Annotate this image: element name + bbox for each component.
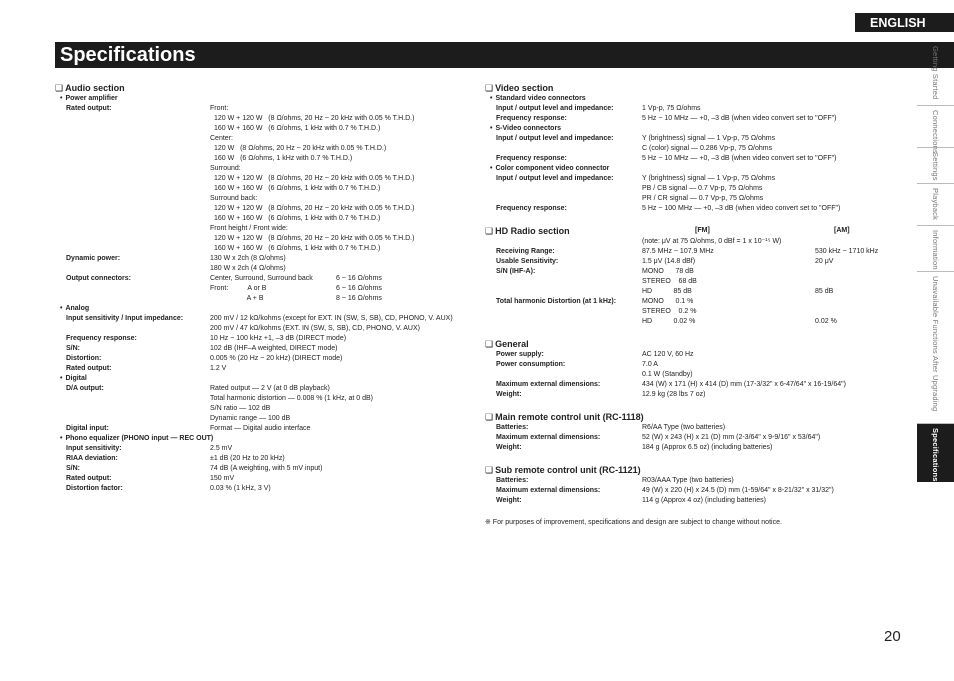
spec-value: 10 Hz ~ 100 kHz +1, –3 dB (DIRECT mode) (210, 335, 347, 342)
spec-label: Digital input: (66, 425, 109, 432)
spacer (485, 453, 905, 461)
subsection-bullet (55, 374, 475, 384)
spec-label: Dynamic power: (66, 255, 121, 262)
spec-row (485, 307, 905, 317)
checkbox-icon (485, 82, 493, 94)
spec-value: 1 Vp-p, 75 Ω/ohms (642, 105, 701, 112)
spec-value: AC 120 V, 60 Hz (642, 351, 694, 358)
spec-value: 5 Hz ~ 10 MHz — +0, –3 dB (when video convert set to "OFF") (642, 115, 837, 122)
spec-label: Weight: (496, 497, 522, 504)
spec-value: 120 W + 120 W (8 Ω/ohms, 20 Hz ~ 20 kHz with 0.05 % T.H.D.) (214, 235, 415, 242)
spec-label: Batteries: (496, 477, 529, 484)
spec-value: Front: A or B (210, 285, 267, 292)
spec-value: STEREO 68 dB (642, 278, 697, 285)
spec-value: 5 Hz ~ 10 MHz — +0, –3 dB (when video convert set to "OFF") (642, 155, 837, 162)
spec-row (55, 164, 475, 174)
spec-row (55, 294, 475, 304)
spec-row (485, 433, 905, 443)
spec-value: 12.9 kg (28 lbs 7 oz) (642, 391, 706, 398)
spacer (485, 327, 905, 335)
side-tab-label: Getting Started (931, 46, 940, 100)
spec-row (55, 124, 475, 134)
side-tab-specifications[interactable] (917, 424, 954, 482)
spec-row (55, 154, 475, 164)
left-column (55, 79, 475, 494)
spec-row (485, 423, 905, 433)
spec-row (485, 247, 905, 257)
spec-row (55, 114, 475, 124)
spec-value: PB / CB signal — 0.7 Vp-p, 75 Ω/ohms (642, 185, 763, 192)
spec-value: 0.03 % (1 kHz, 3 V) (210, 485, 271, 492)
spec-row (485, 297, 905, 307)
spec-value: 2.5 mV (210, 445, 233, 452)
spec-label: Rated output: (66, 105, 112, 112)
spec-value: STEREO 0.2 % (642, 308, 697, 315)
spec-value-secondary: 85 dB (815, 288, 834, 295)
side-tab-label: Connections (931, 110, 940, 154)
side-tab-label: Specifications (931, 428, 940, 482)
checkbox-icon (55, 82, 63, 94)
spec-row (55, 334, 475, 344)
spec-row (485, 154, 905, 164)
spec-label: Maximum external dimensions: (496, 381, 601, 388)
checkbox-icon (485, 225, 493, 237)
spec-label: Receiving Range: (496, 248, 555, 255)
spec-value: 49 (W) x 220 (H) x 24.5 (D) mm (1-59/64" x 8-21/32" x 31/32") (642, 487, 834, 494)
spec-label: Output connectors: (66, 275, 131, 282)
spec-row (55, 484, 475, 494)
side-tab-playback[interactable] (917, 184, 954, 226)
spec-row (485, 496, 905, 506)
spec-row (55, 184, 475, 194)
spec-row (485, 277, 905, 287)
spec-label: S/N: (66, 465, 80, 472)
spec-value: Surround back: (210, 195, 258, 202)
spec-value: C (color) signal — 0.286 Vp-p, 75 Ω/ohms (642, 145, 773, 152)
spec-value: HD 0.02 % (642, 318, 696, 325)
spec-value: Front height / Front wide: (210, 225, 288, 232)
spec-label: Maximum external dimensions: (496, 487, 601, 494)
section-heading (485, 82, 905, 94)
spec-row (485, 104, 905, 114)
spec-row (55, 354, 475, 364)
spec-value: R03/AAA Type (two batteries) (642, 477, 734, 484)
spec-row (485, 380, 905, 390)
spec-value: Center, Surround, Surround back (210, 275, 313, 282)
spec-value: 120 W + 120 W (8 Ω/ohms, 20 Hz ~ 20 kHz with 0.05 % T.H.D.) (214, 205, 415, 212)
section-heading-text: General (495, 339, 529, 349)
spec-value-secondary: 6 ~ 16 Ω/ohms (336, 275, 382, 282)
spec-value: 7.0 A (642, 361, 658, 368)
spec-row (55, 284, 475, 294)
spec-value: Format — Digital audio interface (210, 425, 311, 432)
checkbox-icon (485, 411, 493, 423)
spec-label: Input / output level and impedance: (496, 105, 614, 112)
spec-row (55, 194, 475, 204)
spec-label: Frequency response: (496, 205, 567, 212)
section-heading-text: Sub remote control unit (RC-1121) (495, 465, 641, 475)
checkbox-icon (485, 464, 493, 476)
spec-label: Rated output: (66, 365, 112, 372)
spec-value: A + B (210, 295, 264, 302)
spec-row (485, 370, 905, 380)
spec-row (485, 443, 905, 453)
spec-value: HD 85 dB (642, 288, 692, 295)
spec-value: MONO 0.1 % (642, 298, 694, 305)
bullet-icon: • (490, 125, 493, 132)
section-heading (485, 338, 905, 350)
spacer (485, 214, 905, 222)
spec-row (485, 390, 905, 400)
spec-value: 120 W + 120 W (8 Ω/ohms, 20 Hz ~ 20 kHz with 0.05 % T.H.D.) (214, 175, 415, 182)
spec-value: Center: (210, 135, 233, 142)
spec-row (55, 464, 475, 474)
spec-label: Weight: (496, 391, 522, 398)
subsection-label: Analog (65, 305, 90, 312)
spec-value: 52 (W) x 243 (H) x 21 (D) mm (2-3/64" x 9-9/16" x 53/64") (642, 434, 821, 441)
spec-label: Frequency response: (66, 335, 137, 342)
spec-row (485, 194, 905, 204)
spec-value: S/N ratio — 102 dB (210, 405, 271, 412)
side-tab-unavailable-functions-after-upgrading[interactable] (917, 272, 954, 424)
side-tab-getting-started[interactable] (917, 42, 954, 106)
spec-row (55, 404, 475, 414)
fm-column-header: [FM] (695, 227, 710, 234)
spec-label: Usable Sensitivity: (496, 258, 559, 265)
subsection-bullet (485, 94, 905, 104)
spec-value: Front: (210, 105, 229, 112)
spec-label: Maximum external dimensions: (496, 434, 601, 441)
subsection-label: Digital (65, 375, 87, 382)
subsection-label: S-Video connectors (495, 125, 562, 132)
spec-row (55, 134, 475, 144)
spec-value: 160 W + 160 W (6 Ω/ohms, 1 kHz with 0.7 % T.H.D.) (214, 125, 381, 132)
language-tab: ENGLISH (855, 13, 954, 32)
spec-value: Surround: (210, 165, 241, 172)
spec-label: Power supply: (496, 351, 544, 358)
spec-label: S/N: (66, 345, 80, 352)
spec-value: MONO 78 dB (642, 268, 694, 275)
subsection-label: Standard video connectors (495, 95, 586, 102)
side-tab-label: Settings (931, 152, 940, 181)
spec-row (55, 104, 475, 114)
subsection-label: Power amplifier (65, 95, 118, 102)
spec-value: 200 mV / 12 kΩ/kohms (except for EXT. IN (SW, S, SB), CD, PHONO, V. AUX) (210, 315, 453, 322)
spec-value: 120 W (8 Ω/ohms, 20 Hz ~ 20 kHz with 0.05 % T.H.D.) (214, 145, 387, 152)
spec-row (485, 134, 905, 144)
spec-value: 5 Hz ~ 100 MHz — +0, –3 dB (when video convert set to "OFF") (642, 205, 841, 212)
spec-label: Input sensitivity / Input impedance: (66, 315, 184, 322)
spec-value: 130 W x 2ch (8 Ω/ohms) (210, 255, 286, 262)
spec-label: D/A output: (66, 385, 104, 392)
spec-label: Input sensitivity: (66, 445, 122, 452)
spec-row (55, 414, 475, 424)
spec-label: Batteries: (496, 424, 529, 431)
spec-label: Frequency response: (496, 155, 567, 162)
spec-row (55, 384, 475, 394)
spec-row (55, 394, 475, 404)
spec-value: 184 g (Approx 6.5 oz) (including batteries) (642, 444, 773, 451)
spec-row (55, 424, 475, 434)
spec-value: 114 g (Approx 4 oz) (including batteries) (642, 497, 766, 504)
bullet-icon: • (490, 95, 493, 102)
section-heading-text: Audio section (65, 83, 125, 93)
bullet-icon: • (60, 305, 63, 312)
spec-value: PR / CR signal — 0.7 Vp-p, 75 Ω/ohms (642, 195, 764, 202)
spec-row (485, 114, 905, 124)
spec-row (485, 144, 905, 154)
spec-row (55, 314, 475, 324)
spec-row (485, 476, 905, 486)
section-heading-text: Main remote control unit (RC-1118) (495, 412, 644, 422)
section-heading (55, 82, 475, 94)
spec-value: 200 mV / 47 kΩ/kohms (EXT. IN (SW, S, SB), CD, PHONO, V. AUX) (210, 325, 420, 332)
spec-value: 1.2 V (210, 365, 227, 372)
spec-value: 434 (W) x 171 (H) x 414 (D) mm (17-3/32" x 6-47/64" x 16-19/64") (642, 381, 846, 388)
subsection-label: Color component video connector (495, 165, 610, 172)
spec-row (55, 364, 475, 374)
subsection-label: Phono equalizer (PHONO input — REC OUT) (65, 435, 214, 442)
checkbox-icon (485, 338, 493, 350)
spec-value: 74 dB (A weighting, with 5 mV input) (210, 465, 323, 472)
spec-label: Power consumption: (496, 361, 566, 368)
spec-row (55, 444, 475, 454)
spec-value-secondary: 0.02 % (815, 318, 837, 325)
side-tab-connections[interactable] (917, 106, 954, 154)
spec-value: Total harmonic distortion — 0.008 % (1 kHz, at 0 dB) (210, 395, 374, 402)
spec-row (55, 274, 475, 284)
bullet-icon: • (490, 165, 493, 172)
spec-row (55, 224, 475, 234)
spec-value: 160 W + 160 W (6 Ω/ohms, 1 kHz with 0.7 % T.H.D.) (214, 245, 381, 252)
spec-value-secondary: 6 ~ 16 Ω/ohms (336, 285, 382, 292)
spec-value-secondary: 8 ~ 16 Ω/ohms (336, 295, 382, 302)
spec-value: Y (brightness) signal — 1 Vp-p, 75 Ω/ohms (642, 135, 776, 142)
bullet-icon: • (60, 95, 63, 102)
subsection-bullet (55, 94, 475, 104)
side-tab-information[interactable] (917, 226, 954, 272)
side-navigation (917, 42, 954, 482)
spec-row (55, 454, 475, 464)
spec-row (485, 486, 905, 496)
spec-row (55, 324, 475, 334)
footnote: ※ For purposes of improvement, specifications and design are subject to change without notice. (485, 519, 782, 526)
spec-value: 0.1 W (Standby) (642, 371, 693, 378)
section-heading (485, 225, 905, 237)
spec-row (55, 204, 475, 214)
spec-value: ±1 dB (20 Hz to 20 kHz) (210, 455, 285, 462)
spec-row (485, 174, 905, 184)
right-column (485, 79, 905, 526)
spec-label: Weight: (496, 444, 522, 451)
spec-value: 1.5 μV (14.8 dBf) (642, 258, 696, 265)
spec-row (55, 234, 475, 244)
spec-row (55, 254, 475, 264)
subsection-bullet (55, 304, 475, 314)
subsection-bullet (485, 124, 905, 134)
section-heading (485, 464, 905, 476)
spec-label: S/N (IHF-A): (496, 268, 536, 275)
subsection-bullet (55, 434, 475, 444)
spec-value: 180 W x 2ch (4 Ω/ohms) (210, 265, 286, 272)
spec-value: 160 W + 160 W (6 Ω/ohms, 1 kHz with 0.7 % T.H.D.) (214, 215, 381, 222)
side-tab-label: Information (931, 230, 940, 270)
spec-label: Input / output level and impedance: (496, 135, 614, 142)
side-tab-label: Playback (931, 188, 940, 221)
subsection-bullet (485, 164, 905, 174)
side-tab-settings[interactable] (917, 148, 954, 184)
section-heading-text: HD Radio section (495, 226, 570, 236)
spacer (485, 400, 905, 408)
section-heading-text: Video section (495, 83, 554, 93)
spec-value: 160 W + 160 W (6 Ω/ohms, 1 kHz with 0.7 % T.H.D.) (214, 185, 381, 192)
spec-row (485, 360, 905, 370)
spec-value: (note: μV at 75 Ω/ohms, 0 dBf = 1 x 10⁻¹⁵ W) (642, 238, 782, 245)
am-column-header: [AM] (834, 227, 850, 234)
section-heading (485, 411, 905, 423)
spec-value-secondary: 20 μV (815, 258, 834, 265)
spec-row (485, 317, 905, 327)
spec-row (485, 257, 905, 267)
spec-row (485, 237, 905, 247)
spec-value: Rated output — 2 V (at 0 dB playback) (210, 385, 330, 392)
spec-value: Dynamic range — 100 dB (210, 415, 291, 422)
spec-label: Distortion factor: (66, 485, 123, 492)
spec-label: Distortion: (66, 355, 102, 362)
spec-label: Rated output: (66, 475, 112, 482)
bullet-icon: • (60, 375, 63, 382)
spec-row (485, 204, 905, 214)
spec-row (55, 174, 475, 184)
page-number: 20 (884, 628, 901, 645)
spec-label: Input / output level and impedance: (496, 175, 614, 182)
spec-value: 150 mV (210, 475, 235, 482)
spec-value: R6/AA Type (two batteries) (642, 424, 726, 431)
spec-label: RIAA deviation: (66, 455, 118, 462)
spec-row (55, 344, 475, 354)
spec-value-secondary: 530 kHz ~ 1710 kHz (815, 248, 879, 255)
spec-row (55, 144, 475, 154)
spec-row (485, 350, 905, 360)
spec-value: 160 W (6 Ω/ohms, 1 kHz with 0.7 % T.H.D.) (214, 155, 353, 162)
spec-label: Total harmonic Distortion (at 1 kHz): (496, 298, 617, 305)
page-title: Specifications (55, 42, 954, 68)
spec-value: 120 W + 120 W (8 Ω/ohms, 20 Hz ~ 20 kHz with 0.05 % T.H.D.) (214, 115, 415, 122)
spec-value: 102 dB (IHF–A weighted, DIRECT mode) (210, 345, 338, 352)
spec-row (485, 267, 905, 277)
spec-row (55, 244, 475, 254)
spec-value: 87.5 MHz ~ 107.9 MHz (642, 248, 714, 255)
spec-row (55, 214, 475, 224)
spec-label: Frequency response: (496, 115, 567, 122)
spec-value: 0.005 % (20 Hz ~ 20 kHz) (DIRECT mode) (210, 355, 343, 362)
spec-row (485, 287, 905, 297)
spec-row (55, 264, 475, 274)
bullet-icon: • (60, 435, 63, 442)
side-tab-label: Unavailable Functions After Upgrading (931, 276, 940, 412)
spec-row (55, 474, 475, 484)
spec-row (485, 184, 905, 194)
spec-value: Y (brightness) signal — 1 Vp-p, 75 Ω/ohms (642, 175, 776, 182)
